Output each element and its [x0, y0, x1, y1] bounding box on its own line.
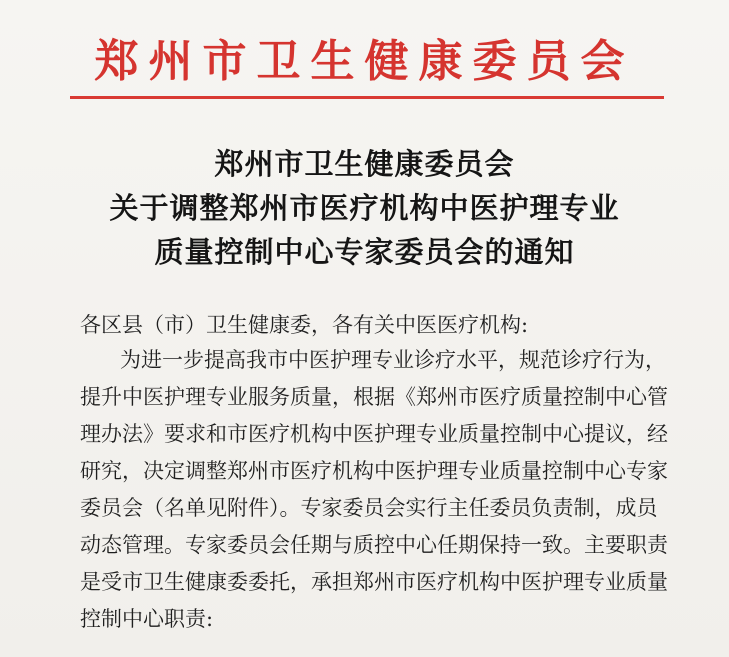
notice-title [0, 142, 729, 274]
body-line: 为进一步提高我市中医护理专业诊疗水平，规范诊疗行为， [120, 348, 666, 372]
notice-title-line-1: 郑州市卫生健康委员会 [214, 147, 515, 181]
body-line: 提升中医护理专业服务质量，根据《郑州市医疗质量控制中心管 [80, 385, 668, 409]
notice-title-line-3: 质量控制中心专家委员会的通知 [154, 235, 575, 269]
body-line: 委员会（名单见附件）。专家委员会实行主任委员负责制，成员 [80, 496, 658, 520]
salutation: 各区县（市）卫生健康委，各有关中医医疗机构: [80, 313, 529, 337]
body-line: 动态管理。专家委员会任期与质控中心任期保持一致。主要职责 [80, 533, 668, 557]
body-line: 控制中心职责: [80, 607, 214, 631]
letterhead-title: 郑州市卫生健康委员会 [94, 36, 635, 87]
body-line: 理办法》要求和市医疗机构中医护理专业质量控制中心提议，经 [80, 422, 668, 446]
body-line: 研究，决定调整郑州市医疗机构中医护理专业质量控制中心专家 [80, 459, 668, 483]
body-text [80, 342, 680, 638]
body-line: 是受市卫生健康委委托，承担郑州市医疗机构中医护理专业质量 [80, 570, 668, 594]
letterhead-red-rule [70, 96, 664, 99]
notice-title-line-2: 关于调整郑州市医疗机构中医护理专业 [109, 191, 620, 225]
